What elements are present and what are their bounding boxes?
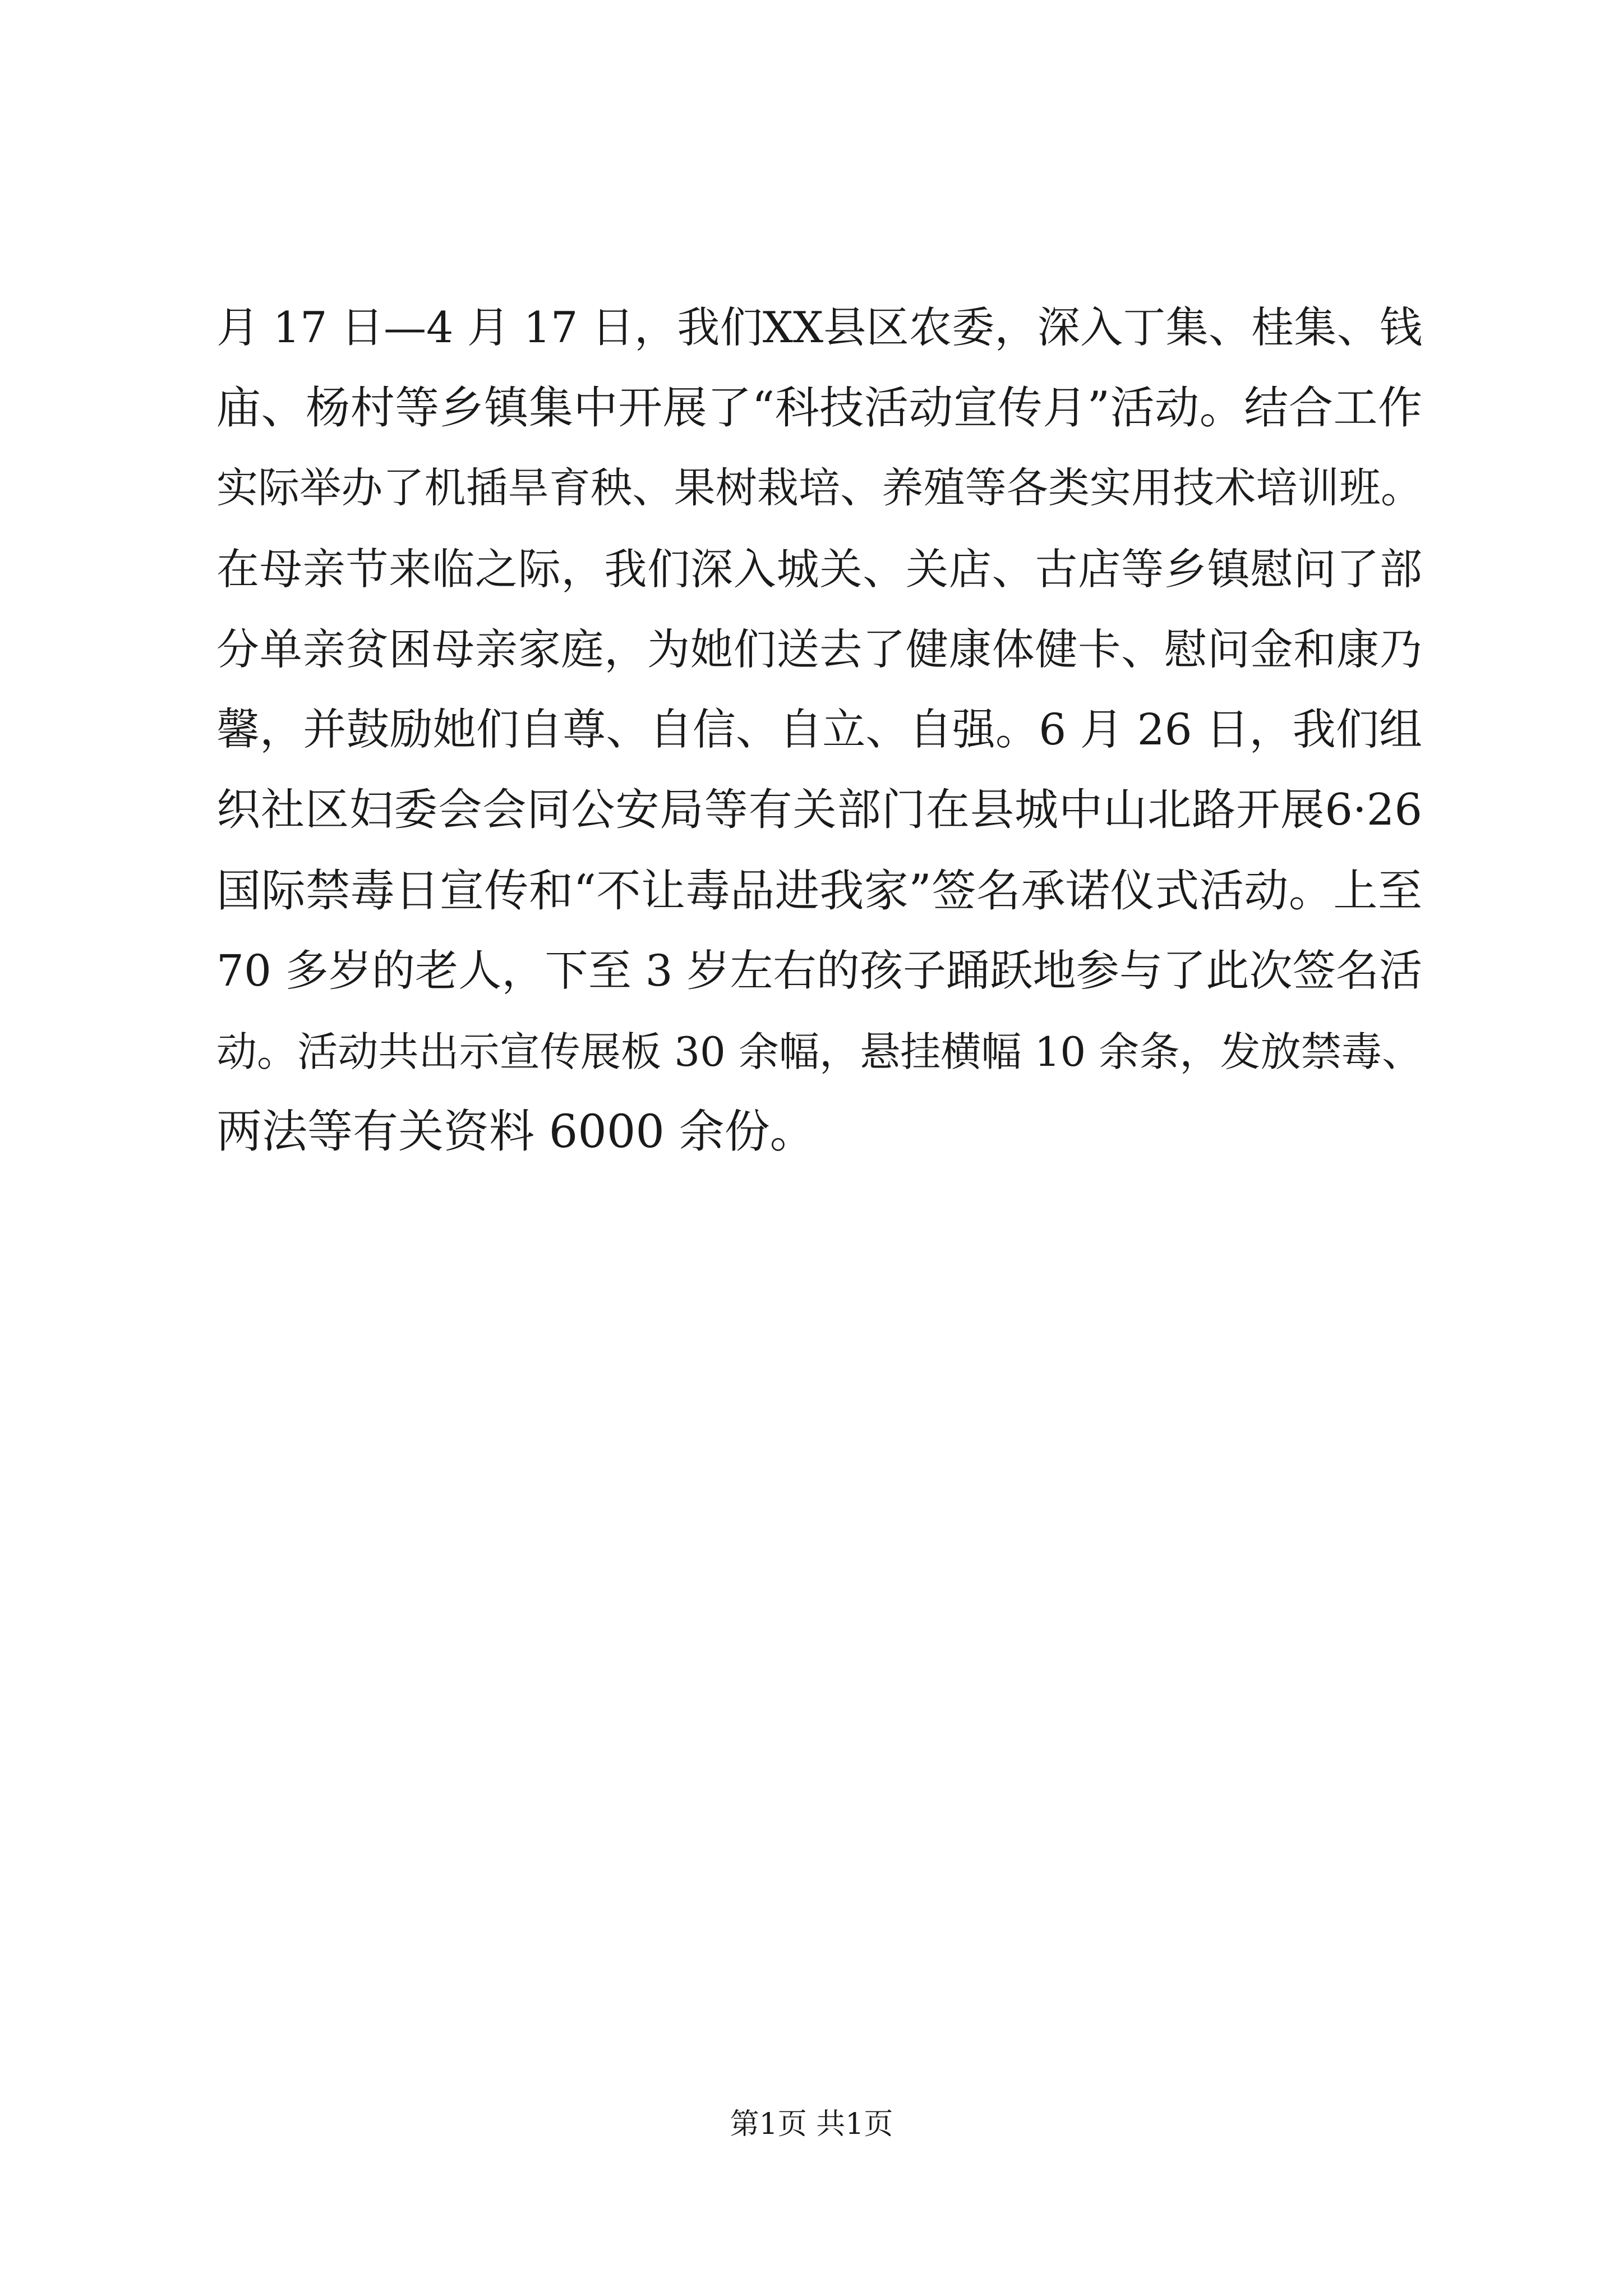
text-line: 分单亲贫困母亲家庭，为她们送去了健康体健卡、慰问金和康乃 (216, 624, 1422, 674)
text-line: 实际举办了机插旱育秧、果树栽培、养殖等各类实用技术培训班。 (216, 464, 1422, 512)
page-footer: 第1页 共1页 (730, 2108, 893, 2141)
text-line: 动。活动共出示宣传展板 30 余幅，悬挂横幅 10 余条，发放禁毒、 (216, 1028, 1422, 1075)
text-line: 两法等有关资料 6000 余份。 (216, 1106, 815, 1158)
text-line: 庙、杨村等乡镇集中开展了“科技活动宣传月”活动。结合工作 (216, 381, 1422, 434)
text-line: 织社区妇委会会同公安局等有关部门在县城中山北路开展6·26 (216, 785, 1422, 835)
text-line: 月 17 日—4 月 17 日，我们XX县区农委，深入丁集、桂集、钱 (216, 302, 1422, 352)
text-line: 在母亲节来临之际，我们深入城关、关店、古店等乡镇慰问了部 (216, 544, 1422, 594)
text-line: 馨，并鼓励她们自尊、自信、自立、自强。6 月 26 日，我们组 (216, 705, 1422, 755)
text-line: 国际禁毒日宣传和“不让毒品进我家”签名承诺仪式活动。上至 (216, 864, 1422, 917)
body-paragraph (216, 287, 1422, 1173)
text-line: 70 多岁的老人，下至 3 岁左右的孩子踊跃地参与了此次签名活 (216, 946, 1422, 996)
